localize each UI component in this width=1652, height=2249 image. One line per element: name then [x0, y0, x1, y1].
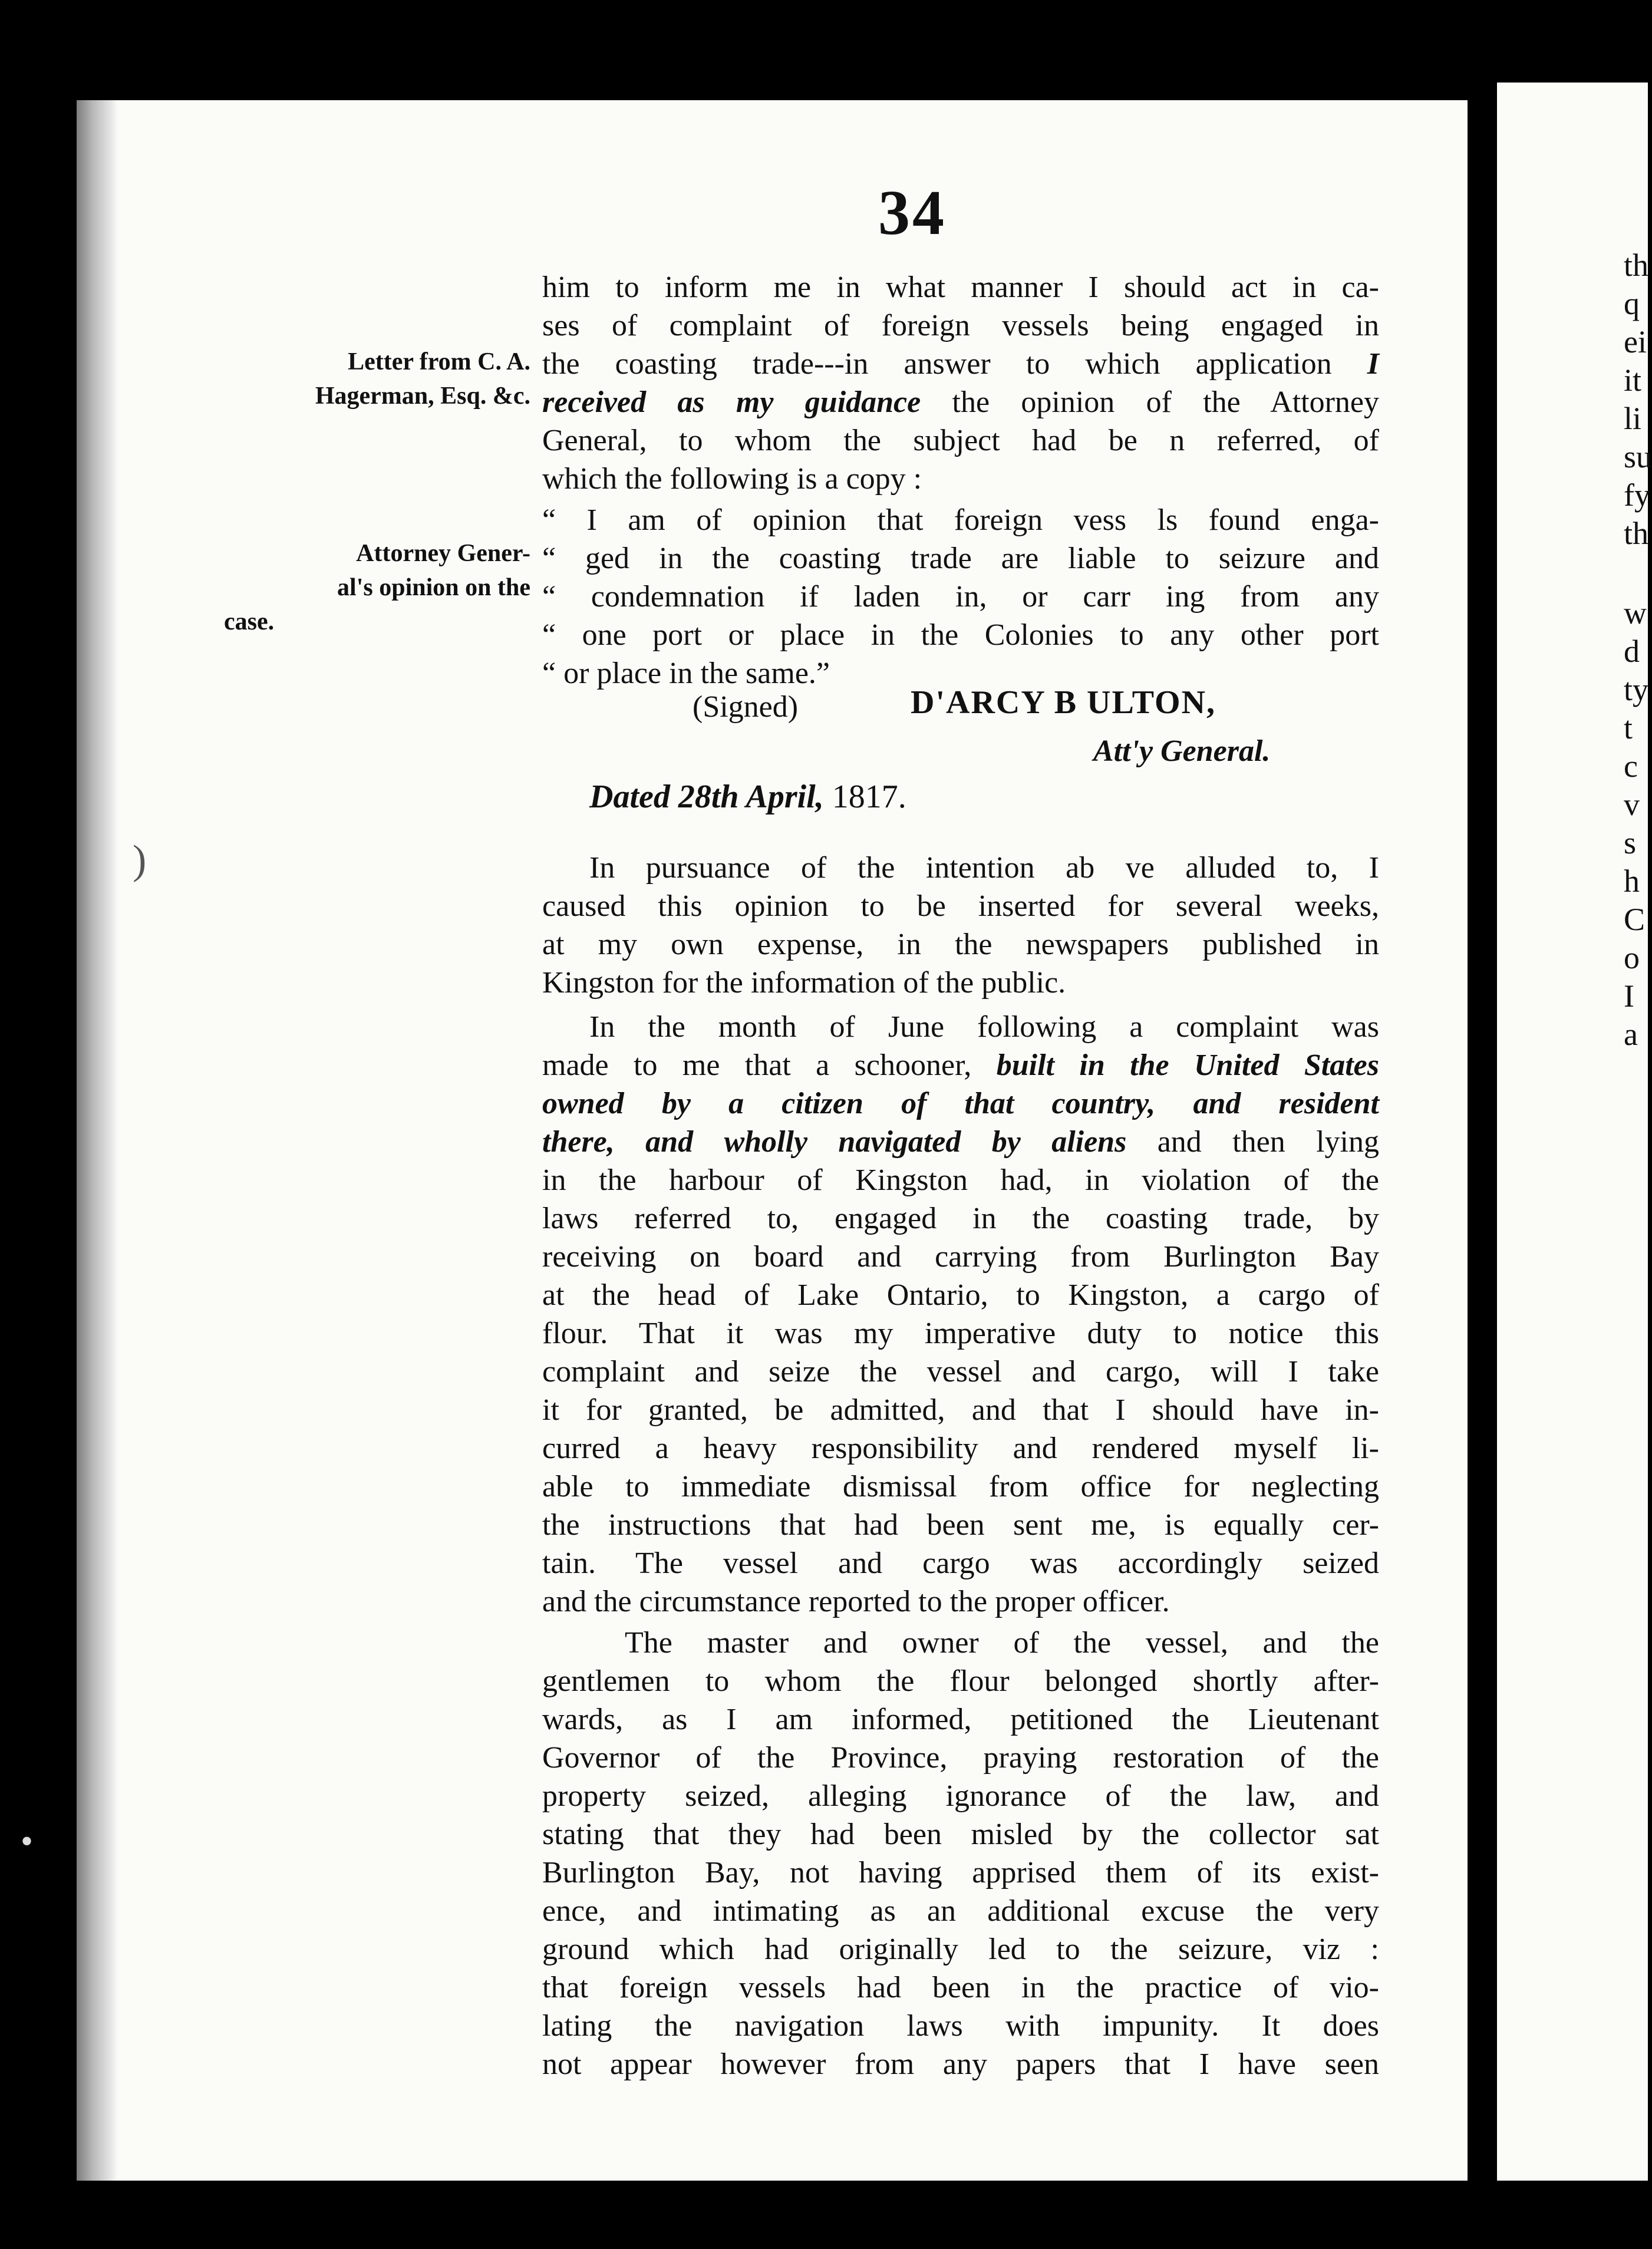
- text-line: [542, 1238, 1379, 1276]
- quote-line: “ I am of opinion that foreign vess ls found enga-: [542, 503, 1379, 537]
- text-segment: complaint and seize the vessel and cargo, will I take: [542, 1355, 1379, 1389]
- facing-page-fragment: th: [1624, 516, 1649, 551]
- dated-label: Dated 28th April,: [589, 779, 824, 815]
- text-segment: laws referred to, engaged in the coasting trade, by: [542, 1202, 1379, 1235]
- text-line: stating that they had been misled by the collector sat: [542, 1818, 1379, 1851]
- text-line: which the following is a copy :: [542, 462, 922, 496]
- italic-segment: received as my guidance: [542, 385, 921, 419]
- text-segment: tain. The vessel and cargo was accordingly seized: [542, 1546, 1379, 1580]
- text-segment: the instructions that had been sent me, is equally cer-: [542, 1508, 1379, 1542]
- page-binding-edge: [77, 100, 118, 2181]
- quote-line: “ condemnation if laden in, or carr ing from any: [542, 580, 1379, 614]
- text-line: [542, 1468, 1379, 1506]
- sidenote-line: Letter from C. A.: [348, 348, 530, 375]
- text-line: him to inform me in what manner I should act in ca-: [542, 271, 1379, 304]
- text-segment: in the harbour of Kingston had, in violation of the: [542, 1163, 1379, 1197]
- facing-page-fragment: t: [1624, 710, 1633, 746]
- facing-page-fragment: I: [1624, 978, 1634, 1014]
- facing-page-fragment: v: [1624, 787, 1640, 822]
- sidenote-letter: [118, 345, 530, 413]
- facing-page-fragment: d: [1624, 634, 1640, 669]
- text-line: ground which had originally led to the seizure, viz :: [542, 1933, 1379, 1966]
- quote-line: “ one port or place in the Colonies to any other port: [542, 618, 1379, 652]
- text-line: The master and owner of the vessel, and the: [625, 1626, 1379, 1660]
- sidenote-opinion: [118, 536, 530, 639]
- facing-page-fragment: a: [1624, 1017, 1638, 1052]
- italic-segment: built in the United States: [996, 1048, 1379, 1082]
- dated-year: 1817.: [832, 779, 906, 815]
- italic-segment: owned by a citizen of that country, and resident: [542, 1087, 1379, 1120]
- text-line: Governor of the Province, praying restoration of the: [542, 1741, 1379, 1775]
- paragraph-schooner: [542, 1008, 1379, 1621]
- text-line: not appear however from any papers that I have seen: [542, 2047, 1379, 2081]
- facing-page-fragment: th: [1624, 248, 1649, 283]
- text-segment: and then lying: [1126, 1125, 1379, 1159]
- text-line: Burlington Bay, not having apprised them of its exist-: [542, 1856, 1379, 1889]
- facing-page-fragment: c: [1624, 748, 1638, 784]
- text-line: General, to whom the subject had be n referred, of: [542, 424, 1379, 457]
- text-line: [542, 383, 1379, 421]
- facing-page-fragment: fy: [1624, 477, 1650, 513]
- text-line: wards, as I am informed, petitioned the Lieutenant: [542, 1703, 1379, 1736]
- signed-label: (Signed): [693, 690, 799, 724]
- facing-page-fragment: it: [1624, 362, 1642, 398]
- text-line: ses of complaint of foreign vessels being engaged in: [542, 309, 1379, 342]
- page-margin-mark: ): [133, 837, 147, 883]
- dated-line: [589, 778, 906, 816]
- text-line: [542, 1084, 1379, 1123]
- quote-line: “ ged in the coasting trade are liable to seizure and: [542, 542, 1379, 575]
- text-line: Kingston for the information of the public.: [542, 966, 1066, 1000]
- facing-page-fragment: li: [1624, 401, 1642, 436]
- page-gutter: [1468, 83, 1497, 2204]
- signer-title: Att'y General.: [1093, 734, 1271, 768]
- sidenote-line: Attorney Gener-: [356, 540, 530, 567]
- paragraph-pursuance: [542, 849, 1379, 1002]
- facing-page-fragment: h: [1624, 863, 1640, 899]
- text-line: [542, 1391, 1379, 1429]
- scan-speck: •: [21, 1822, 34, 1861]
- text-line: [542, 1314, 1379, 1353]
- sidenote-line: Hagerman, Esq. &c.: [315, 382, 530, 410]
- text-line: ence, and intimating as an additional excuse the very: [542, 1894, 1379, 1928]
- text-line: [542, 1199, 1379, 1238]
- facing-page-fragment: w: [1624, 595, 1647, 631]
- text-segment: the coasting trade---in answer to which application: [542, 347, 1332, 381]
- text-segment: receiving on board and carrying from Burlington Bay: [542, 1240, 1379, 1274]
- facing-page-fragment: q: [1624, 286, 1640, 321]
- text-segment: and the circumstance reported to the proper officer.: [542, 1585, 1170, 1618]
- text-segment: In the month of June following a complaint was: [589, 1010, 1379, 1044]
- text-segment: flour. That it was my imperative duty to notice this: [542, 1317, 1379, 1350]
- intro-paragraph: [542, 268, 1379, 498]
- attorney-opinion-quote: [542, 501, 1379, 692]
- scan-border-left: [0, 0, 77, 2249]
- text-line: [542, 1506, 1379, 1544]
- scan-border-bottom: [0, 2181, 1648, 2249]
- facing-page-fragment: s: [1624, 825, 1637, 860]
- quote-line: “ or place in the same.”: [542, 657, 830, 690]
- text-line: [542, 1353, 1379, 1391]
- text-line: [542, 1582, 1379, 1621]
- facing-page-fragment: o: [1624, 940, 1640, 975]
- text-line: [542, 1046, 1379, 1084]
- text-line: [542, 1276, 1379, 1314]
- scan-border-top: [0, 0, 1648, 100]
- sidenote-line: case.: [224, 608, 275, 635]
- sidenote-line: al's opinion on the: [337, 574, 530, 601]
- text-line: [542, 1008, 1379, 1046]
- facing-page-fragment: C: [1624, 902, 1646, 937]
- text-segment: made to me that a schooner,: [542, 1048, 997, 1082]
- text-segment: curred a heavy responsibility and rendered myself li-: [542, 1432, 1379, 1465]
- text-line: [542, 1161, 1379, 1199]
- text-line: [542, 1429, 1379, 1468]
- paragraph-master-owner: [542, 1624, 1379, 2083]
- facing-page-fragment: ty: [1624, 672, 1649, 707]
- italic-segment: there, and wholly navigated by aliens: [542, 1125, 1127, 1159]
- text-segment: it for granted, be admitted, and that I should have in-: [542, 1393, 1379, 1427]
- text-line: [542, 1123, 1379, 1161]
- page-number: 34: [878, 178, 947, 248]
- facing-page-fragment: ei: [1624, 324, 1647, 360]
- text-segment: the opinion of the Attorney: [952, 385, 1379, 419]
- text-line: that foreign vessels had been in the practice of vio-: [542, 1971, 1379, 2004]
- text-line: lating the navigation laws with impunity. It does: [542, 2009, 1379, 2043]
- text-line: [542, 1544, 1379, 1582]
- text-segment: at the head of Lake Ontario, to Kingston, a cargo of: [542, 1278, 1379, 1312]
- text-line: In pursuance of the intention ab ve alluded to, I: [589, 851, 1379, 885]
- text-line: caused this opinion to be inserted for several weeks,: [542, 889, 1379, 923]
- facing-page-fragment: su: [1624, 439, 1652, 474]
- text-line: at my own expense, in the newspapers published in: [542, 928, 1379, 961]
- italic-segment: I: [1367, 347, 1380, 381]
- text-line: property seized, alleging ignorance of the law, and: [542, 1779, 1379, 1813]
- text-line: gentlemen to whom the flour belonged shortly after-: [542, 1664, 1379, 1698]
- signer-name: D'ARCY B ULTON,: [911, 684, 1216, 721]
- text-line: [542, 345, 1379, 383]
- text-segment: able to immediate dismissal from office for neglecting: [542, 1470, 1379, 1503]
